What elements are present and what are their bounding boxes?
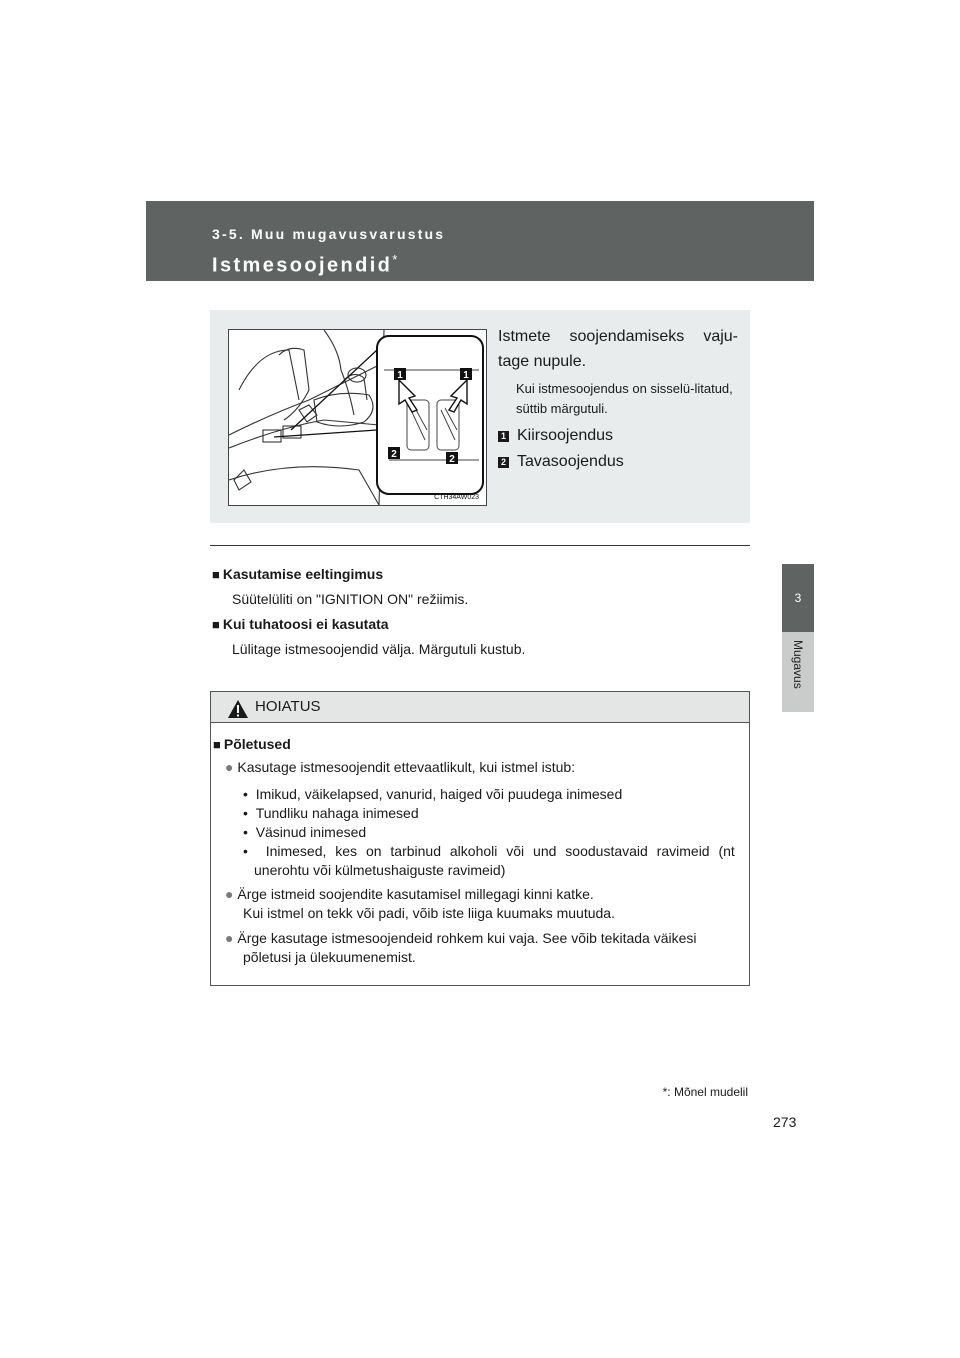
warning-section	[213, 735, 291, 754]
info-body-2: Lülitage istmesoojendid välja. Märgutuli kustub.	[232, 641, 526, 657]
legend-item-1	[498, 427, 613, 445]
chapter-number: 3	[794, 591, 802, 605]
callout-1-left: 1	[397, 370, 403, 381]
chapter-tab[interactable]	[782, 564, 814, 632]
warning-subitem-continued: unerohtu või külmetushaiguste ravimeid)	[254, 862, 506, 878]
chapter-label: Mugavus	[791, 640, 805, 689]
legend-num-1: 1	[498, 431, 509, 442]
chapter-label-tab[interactable]	[782, 632, 814, 712]
legend-item-2	[498, 453, 624, 471]
warning-title: HOIATUS	[255, 698, 321, 715]
warning-subitem-text: Väsinud inimesed	[255, 824, 367, 840]
console-drawing	[229, 330, 486, 505]
seat-heater-illustration	[228, 329, 487, 506]
footnote-mark: *	[662, 1085, 668, 1099]
warning-bullet-3-text: Ärge kasutage istmesoojendeid rohkem kui vaja. See võib tekitada väikesi	[237, 930, 697, 946]
page-title	[212, 252, 397, 278]
info-heading-2-text: Kui tuhatoosi ei kasutata	[222, 616, 389, 632]
circle-bullet-icon: ●	[225, 930, 234, 946]
page-number: 273	[773, 1114, 797, 1130]
title-footnote-mark: *	[392, 252, 398, 267]
section-divider	[210, 545, 750, 546]
warning-section-text: Põletused	[223, 736, 291, 752]
callout-1-right: 1	[463, 370, 469, 381]
footnote	[663, 1085, 748, 1099]
callout-2-right: 2	[449, 454, 455, 465]
info-heading-2	[212, 616, 389, 632]
warning-subitem: • Tundliku nahaga inimesed	[243, 805, 419, 821]
info-body-1: Süütelüliti on "IGNITION ON" režiimis.	[232, 591, 469, 607]
warning-header	[211, 692, 749, 723]
warning-bullet-3-continued: põletusi ja ülekuumenemist.	[243, 949, 416, 965]
circle-bullet-icon: ●	[225, 886, 234, 902]
warning-subitem: • Inimesed, kes on tarbinud alkoholi või und soodustavaid ravimeid (nt	[243, 843, 735, 859]
warning-subitem-text: Imikud, väikelapsed, vanurid, haiged või puudega inimesed	[255, 786, 623, 802]
warning-bullet-3	[225, 929, 697, 948]
callout-2-left: 2	[391, 449, 397, 460]
warning-subitem: • Imikud, väikelapsed, vanurid, haiged või puudega inimesed	[243, 786, 623, 802]
footnote-text: : Mõnel mudelil	[667, 1085, 748, 1099]
legend-label-1: Kiirsoojendus	[517, 427, 614, 444]
warning-bullet-2-text: Ärge istmeid soojendite kasutamisel millegagi kinni katke.	[237, 886, 594, 902]
warning-bullet-2	[225, 885, 594, 904]
warning-subitem-text: Tundliku nahaga inimesed	[255, 805, 419, 821]
square-bullet-icon: ■	[212, 567, 220, 582]
warning-subitem: • Väsinud inimesed	[243, 824, 367, 840]
info-heading-1	[212, 566, 383, 582]
image-code: CTH34AW023	[434, 494, 479, 501]
legend-num-2: 2	[498, 457, 509, 468]
figure-note-text: Kui istmesoojendus on sisselü-litatud, süttib märgutuli.	[516, 381, 733, 416]
square-bullet-icon: ■	[212, 617, 220, 632]
warning-bullet-1-text: Kasutage istmesoojendit ettevaatlikult, kui istmel istub:	[237, 759, 576, 775]
warning-subitem-text: Inimesed, kes on tarbinud alkoholi või und soodustavaid ravimeid (nt	[265, 843, 735, 859]
warning-bullet-1	[225, 758, 575, 777]
figure-lead-text: Istmete soojendamiseks vaju-tage nupule.	[498, 328, 738, 370]
page-title-text: Istmesoojendid	[212, 254, 393, 277]
warning-triangle-icon	[227, 699, 249, 719]
warning-bullet-2-continued: Kui istmel on tekk või padi, võib iste liiga kuumaks muutuda.	[243, 905, 615, 921]
figure-box	[210, 310, 750, 523]
circle-bullet-icon: ●	[225, 759, 234, 775]
warning-box	[210, 691, 750, 986]
info-heading-1-text: Kasutamise eeltingimus	[222, 566, 384, 582]
section-label: 3-5. Muu mugavusvarustus	[212, 226, 446, 242]
square-bullet-icon: ■	[213, 737, 221, 752]
legend-label-2: Tavasoojendus	[517, 453, 624, 470]
